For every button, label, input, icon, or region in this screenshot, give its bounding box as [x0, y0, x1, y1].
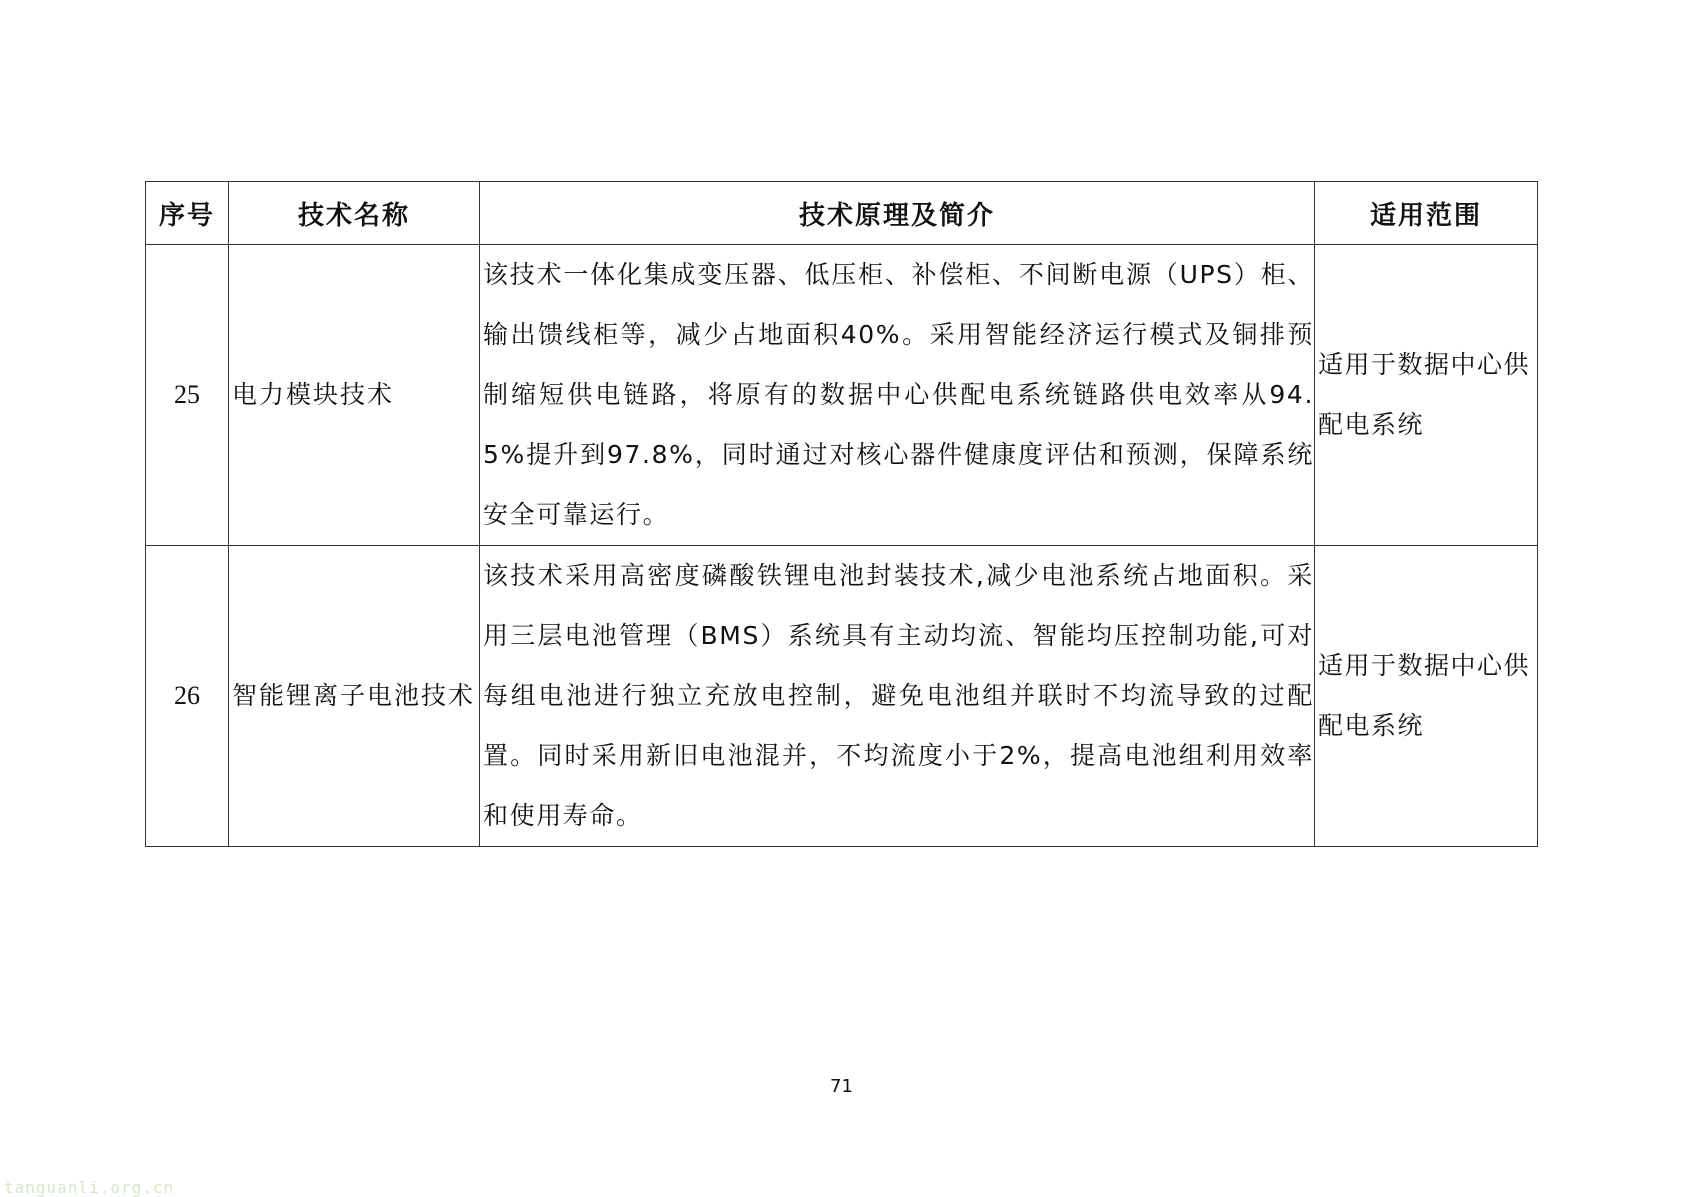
- table-row: [146, 245, 1538, 546]
- watermark: tanguanli.org.cn: [4, 1178, 175, 1197]
- row-number: 25: [146, 245, 229, 546]
- table-row: [146, 546, 1538, 847]
- technology-description: 该技术一体化集成变压器、低压柜、补偿柜、不间断电源（UPS）柜、输出馈线柜等，减少占地面积40%。采用智能经济运行模式及铜排预制缩短供电链路，将原有的数据中心供配电系统链路供电效率从94.5%提升到97.8%，同时通过对核心器件健康度评估和预测，保障系统安全可靠运行。: [480, 245, 1315, 546]
- header-scope: 适用范围: [1315, 182, 1538, 245]
- applicable-scope: 适用于数据中心供配电系统: [1315, 546, 1538, 847]
- technology-name: 智能锂离子电池技术: [229, 546, 480, 847]
- table-header-row: [146, 182, 1538, 245]
- technology-table: [145, 181, 1538, 847]
- technology-description: 该技术采用高密度磷酸铁锂电池封装技术,减少电池系统占地面积。采用三层电池管理（BMS）系统具有主动均流、智能均压控制功能,可对每组电池进行独立充放电控制，避免电池组并联时不均流导致的过配置。同时采用新旧电池混并，不均流度小于2%，提高电池组利用效率和使用寿命。: [480, 546, 1315, 847]
- technology-name: 电力模块技术: [229, 245, 480, 546]
- header-name: 技术名称: [229, 182, 480, 245]
- page-number: 71: [830, 1076, 853, 1097]
- row-number: 26: [146, 546, 229, 847]
- header-no: 序号: [146, 182, 229, 245]
- applicable-scope: 适用于数据中心供配电系统: [1315, 245, 1538, 546]
- header-desc: 技术原理及简介: [480, 182, 1315, 245]
